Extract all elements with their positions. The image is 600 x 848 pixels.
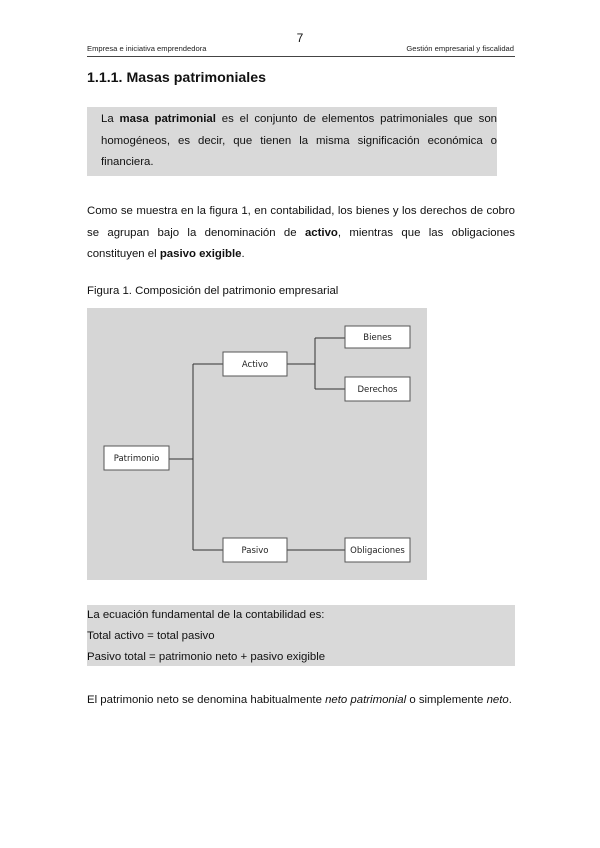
equation-line-1: La ecuación fundamental de la contabilidad es: (87, 609, 325, 621)
node-bienes: Bienes (363, 333, 392, 343)
node-pasivo: Pasivo (241, 546, 269, 556)
paragraph-patrimonio-neto (87, 690, 515, 712)
paragraph1-text-b: , mientras que las obligaciones constituyen el (87, 226, 515, 260)
paragraph2-text-c: . (508, 694, 512, 706)
term-neto: neto (486, 694, 509, 706)
definition-text (101, 109, 497, 174)
node-labels (114, 333, 406, 556)
definition-box (87, 107, 497, 176)
node-patrimonio: Patrimonio (113, 454, 160, 464)
running-header-left: Empresa e iniciativa emprendedora (87, 44, 207, 53)
page-number: 7 (296, 31, 304, 45)
paragraph2-text-a: El patrimonio neto se denomina habitualmente (87, 694, 326, 706)
diagram-svg (87, 308, 427, 580)
patrimonio-diagram (87, 308, 427, 580)
node-activo: Activo (241, 360, 269, 370)
definition-term: masa patrimonial (119, 113, 216, 125)
paragraph2-text-b: o simplemente (406, 694, 487, 706)
section-title: 1.1.1. Masas patrimoniales (87, 70, 267, 86)
header-rule (87, 56, 515, 57)
equation-box (87, 605, 515, 666)
equation-line-3: Pasivo total = patrimonio neto + pasivo exigible (87, 651, 326, 663)
term-pasivo-exigible: pasivo exigible (159, 248, 242, 260)
paragraph1-text-c: . (241, 248, 245, 260)
term-neto-patrimonial: neto patrimonial (325, 694, 407, 706)
figure-caption: Figura 1. Composición del patrimonio empresarial (87, 285, 339, 297)
definition-text-end: es el conjunto de elementos patrimoniales que son homogéneos, es decir, que tienen la misma significación económica o financiera. (101, 113, 497, 168)
node-obligaciones: Obligaciones (350, 546, 405, 556)
equation-line-2: Total activo = total pasivo (87, 630, 215, 642)
paragraph-activo-pasivo (87, 201, 515, 266)
node-derechos: Derechos (357, 385, 398, 395)
term-activo: activo (304, 226, 338, 239)
definition-text-start: La (101, 113, 120, 125)
running-header-right: Gestión empresarial y fiscalidad (406, 44, 514, 53)
paragraph1-text-a: Como se muestra en la figura 1, en contabilidad, los bienes y los derechos de cobro se agrupan bajo la denominación de (87, 205, 515, 239)
